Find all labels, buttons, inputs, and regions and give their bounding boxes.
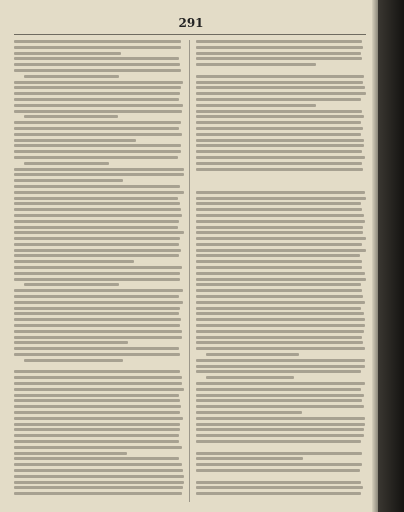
text-line-placeholder (196, 92, 366, 95)
text-line-placeholder (14, 81, 183, 84)
text-line-placeholder (206, 376, 294, 379)
text-line-placeholder (196, 347, 365, 350)
text-line-placeholder (14, 318, 181, 321)
text-line-placeholder (196, 243, 362, 246)
text-line-placeholder (196, 272, 365, 275)
text-line-placeholder (196, 388, 361, 391)
text-line-placeholder (14, 336, 182, 339)
text-line-placeholder (196, 423, 365, 426)
text-line-placeholder (14, 173, 184, 176)
text-line-placeholder (14, 226, 178, 229)
text-line-placeholder (14, 295, 179, 298)
page-number: 291 (178, 16, 204, 30)
text-line-placeholder (14, 457, 179, 460)
left-column-text-unreadable (14, 40, 184, 502)
text-line-placeholder (196, 260, 362, 263)
text-line-placeholder (196, 63, 316, 66)
text-line-placeholder (196, 301, 365, 304)
text-line-placeholder (196, 173, 366, 176)
text-line-placeholder (196, 312, 364, 315)
text-line-placeholder (196, 52, 361, 55)
text-line-placeholder (196, 278, 366, 281)
text-line-placeholder (14, 231, 184, 234)
book-gutter (378, 0, 404, 512)
text-line-placeholder (14, 121, 181, 124)
text-line-placeholder (14, 237, 180, 240)
text-line-placeholder (14, 69, 181, 72)
text-line-placeholder (14, 405, 181, 408)
text-line-placeholder (14, 492, 182, 495)
text-line-placeholder (14, 278, 180, 281)
text-line-placeholder (14, 463, 182, 466)
text-line-placeholder (24, 283, 119, 286)
text-line-placeholder (14, 394, 179, 397)
text-line-placeholder (196, 254, 360, 257)
text-line-placeholder (196, 318, 365, 321)
text-line-placeholder (196, 69, 366, 72)
text-line-placeholder (196, 168, 363, 171)
text-line-placeholder (196, 121, 361, 124)
text-line-placeholder (14, 388, 184, 391)
text-line-placeholder (14, 399, 180, 402)
text-line-placeholder (196, 86, 365, 89)
text-line-placeholder (14, 347, 179, 350)
text-line-placeholder (14, 481, 184, 484)
text-line-placeholder (196, 336, 362, 339)
text-line-placeholder (14, 254, 179, 257)
text-line-placeholder (196, 341, 363, 344)
text-line-placeholder (196, 197, 366, 200)
text-line-placeholder (196, 289, 362, 292)
text-line-placeholder (196, 457, 303, 460)
text-line-placeholder (196, 150, 362, 153)
text-line-placeholder (196, 231, 363, 234)
text-line-placeholder (196, 492, 361, 495)
text-line-placeholder (196, 417, 365, 420)
text-line-placeholder (14, 440, 179, 443)
text-line-placeholder (196, 156, 365, 159)
text-line-placeholder (196, 115, 364, 118)
text-line-placeholder (196, 110, 362, 113)
text-line-placeholder (14, 220, 179, 223)
text-line-placeholder (196, 185, 366, 188)
text-line-placeholder (14, 486, 183, 489)
text-line-placeholder (14, 57, 179, 60)
text-line-placeholder (196, 452, 362, 455)
text-line-placeholder (14, 185, 180, 188)
text-line-placeholder (14, 197, 178, 200)
text-line-placeholder (196, 283, 361, 286)
text-line-placeholder (206, 353, 299, 356)
text-line-placeholder (14, 411, 180, 414)
text-line-placeholder (14, 469, 183, 472)
text-line-placeholder (14, 289, 183, 292)
text-line-placeholder (14, 40, 181, 43)
text-line-placeholder (196, 330, 364, 333)
text-line-placeholder (14, 92, 180, 95)
text-line-placeholder (14, 202, 180, 205)
text-line-placeholder (14, 423, 180, 426)
text-line-placeholder (196, 144, 364, 147)
text-line-placeholder (24, 115, 118, 118)
text-line-placeholder (14, 46, 181, 49)
text-line-placeholder (196, 202, 361, 205)
text-line-placeholder (196, 440, 361, 443)
text-line-placeholder (196, 446, 366, 449)
text-line-placeholder (14, 98, 179, 101)
text-line-placeholder (196, 208, 362, 211)
text-line-placeholder (14, 144, 181, 147)
text-line-placeholder (196, 295, 363, 298)
text-line-placeholder (196, 463, 362, 466)
text-line-placeholder (196, 359, 365, 362)
text-line-placeholder (14, 266, 182, 269)
text-line-placeholder (196, 382, 365, 385)
text-line-placeholder (14, 353, 180, 356)
text-line-placeholder (14, 382, 182, 385)
text-line-placeholder (196, 98, 361, 101)
text-line-placeholder (14, 341, 128, 344)
text-line-placeholder (196, 434, 364, 437)
text-line-placeholder (196, 46, 363, 49)
text-line-placeholder (196, 226, 363, 229)
text-line-placeholder (196, 469, 360, 472)
text-line-placeholder (14, 139, 136, 142)
text-line-placeholder (14, 301, 183, 304)
text-line-placeholder (14, 214, 182, 217)
text-line-placeholder (196, 139, 364, 142)
text-line-placeholder (14, 127, 179, 130)
right-column-text-unreadable (196, 40, 366, 502)
text-line-placeholder (14, 365, 184, 368)
text-line-placeholder (14, 63, 180, 66)
text-line-placeholder (196, 475, 366, 478)
text-line-placeholder (14, 243, 179, 246)
text-line-placeholder (14, 452, 127, 455)
text-line-placeholder (14, 307, 180, 310)
text-line-placeholder (196, 104, 316, 107)
text-line-placeholder (14, 330, 182, 333)
text-line-placeholder (196, 214, 364, 217)
text-line-placeholder (14, 324, 180, 327)
text-line-placeholder (14, 417, 183, 420)
text-line-placeholder (196, 237, 366, 240)
text-line-placeholder (24, 75, 119, 78)
text-line-placeholder (14, 370, 180, 373)
text-line-placeholder (14, 156, 178, 159)
text-line-placeholder (14, 272, 180, 275)
text-line-placeholder (14, 191, 184, 194)
text-line-placeholder (14, 434, 179, 437)
text-line-placeholder (196, 162, 362, 165)
text-line-placeholder (196, 405, 364, 408)
text-line-placeholder (14, 428, 180, 431)
text-line-placeholder (24, 359, 123, 362)
text-line-placeholder (196, 266, 362, 269)
text-line-placeholder (14, 168, 184, 171)
text-line-placeholder (14, 52, 121, 55)
text-line-placeholder (196, 127, 363, 130)
text-line-placeholder (196, 191, 365, 194)
text-line-placeholder (14, 475, 184, 478)
text-line-placeholder (14, 312, 179, 315)
text-line-placeholder (14, 150, 181, 153)
text-line-placeholder (196, 394, 364, 397)
text-line-placeholder (14, 260, 134, 263)
text-line-placeholder (14, 133, 182, 136)
text-line-placeholder (14, 110, 182, 113)
text-line-placeholder (14, 104, 183, 107)
text-line-placeholder (196, 249, 366, 252)
text-line-placeholder (196, 40, 362, 43)
column-divider (189, 40, 190, 502)
text-line-placeholder (196, 370, 361, 373)
text-line-placeholder (196, 324, 365, 327)
text-line-placeholder (196, 179, 366, 182)
text-line-placeholder (196, 57, 362, 60)
text-line-placeholder (196, 75, 364, 78)
text-line-placeholder (196, 81, 363, 84)
text-line-placeholder (14, 179, 123, 182)
text-line-placeholder (196, 365, 365, 368)
text-line-placeholder (196, 133, 361, 136)
text-line-placeholder (24, 162, 109, 165)
text-line-placeholder (196, 486, 363, 489)
text-line-placeholder (196, 481, 361, 484)
header-rule (14, 34, 366, 35)
text-line-placeholder (196, 428, 364, 431)
text-line-placeholder (196, 307, 361, 310)
text-line-placeholder (14, 446, 182, 449)
text-line-placeholder (14, 208, 181, 211)
text-line-placeholder (14, 249, 181, 252)
text-line-placeholder (196, 220, 365, 223)
text-line-placeholder (196, 411, 302, 414)
text-line-placeholder (196, 399, 362, 402)
text-line-placeholder (14, 376, 182, 379)
text-line-placeholder (14, 86, 181, 89)
